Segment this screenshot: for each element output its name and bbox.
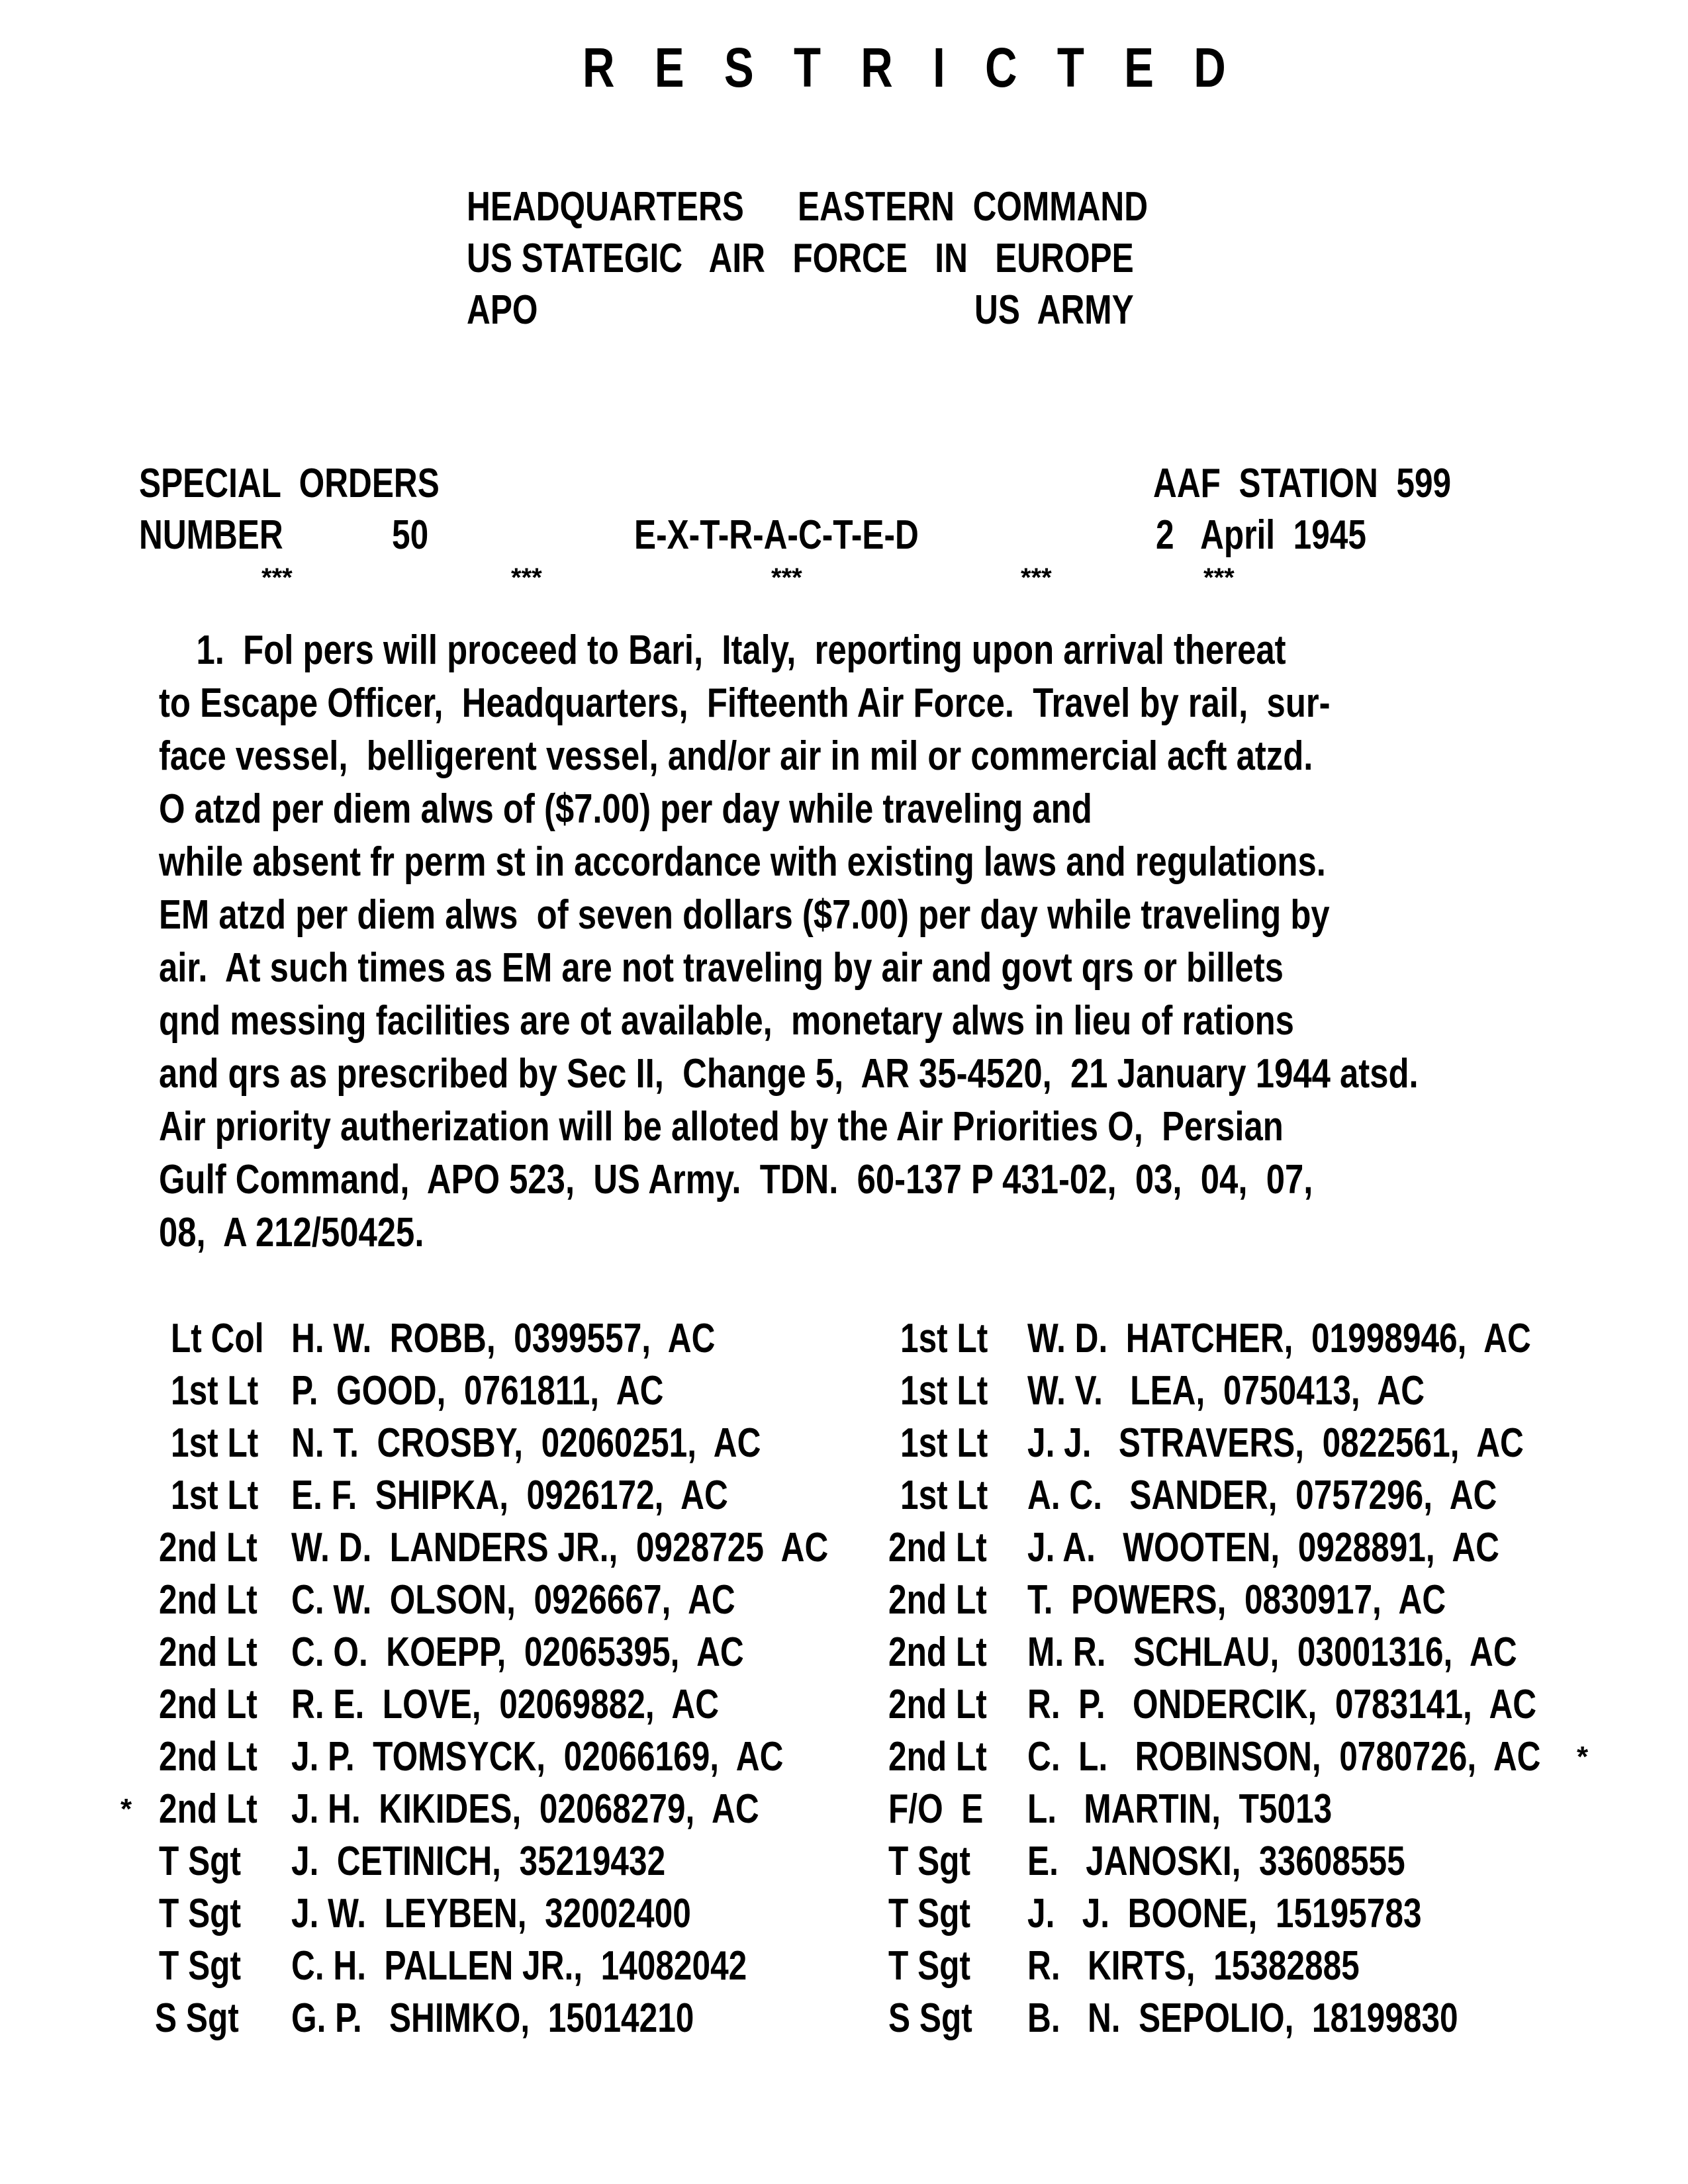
special-orders-label: SPECIAL ORDERS bbox=[139, 461, 440, 506]
roster-rank: 2nd Lt bbox=[159, 1682, 258, 1727]
station-label: AAF STATION 599 bbox=[1153, 461, 1452, 506]
roster-rank: 1st Lt bbox=[171, 1473, 259, 1518]
roster-rank: T Sgt bbox=[888, 1839, 970, 1884]
roster-name: J. W. LEYBEN, 32002400 bbox=[291, 1891, 691, 1936]
roster-name: E. F. SHIPKA, 0926172, AC bbox=[291, 1473, 728, 1518]
extracted-label: E-X-T-R-A-C-T-E-D bbox=[634, 512, 919, 558]
roster-rank: 2nd Lt bbox=[888, 1734, 987, 1780]
roster-name: C. H. PALLEN JR., 14082042 bbox=[291, 1943, 747, 1989]
roster-rank: 2nd Lt bbox=[159, 1525, 258, 1570]
paragraph-line: Air priority autherization will be alloted by the Air Priorities O, Persian bbox=[159, 1104, 1284, 1150]
paragraph-line: to Escape Officer, Headquarters, Fifteenth Air Force. Travel by rail, sur- bbox=[159, 680, 1331, 726]
roster-name: J. J. BOONE, 15195783 bbox=[1027, 1891, 1422, 1936]
roster-rank: Lt Col bbox=[171, 1316, 264, 1361]
header-command: EASTERN COMMAND bbox=[798, 184, 1149, 230]
roster-name: J. H. KIKIDES, 02068279, AC bbox=[291, 1786, 759, 1832]
roster-name: R. P. ONDERCIK, 0783141, AC bbox=[1027, 1682, 1537, 1727]
number-value: 50 bbox=[392, 512, 429, 558]
roster-name: R. E. LOVE, 02069882, AC bbox=[291, 1682, 720, 1727]
roster-rank: 1st Lt bbox=[171, 1368, 259, 1414]
roster-rank: 1st Lt bbox=[900, 1316, 988, 1361]
number-label: NUMBER bbox=[139, 512, 283, 558]
roster-name: C. O. KOEPP, 02065395, AC bbox=[291, 1629, 744, 1675]
roster-name: M. R. SCHLAU, 03001316, AC bbox=[1027, 1629, 1517, 1675]
header-army: US ARMY bbox=[974, 287, 1134, 333]
roster-name: T. POWERS, 0830917, AC bbox=[1027, 1577, 1446, 1623]
asterisk-mark: * bbox=[120, 1793, 132, 1825]
separator-stars: *** bbox=[261, 563, 293, 592]
roster-name: W. D. LANDERS JR., 0928725 AC bbox=[291, 1525, 829, 1570]
order-date: 2 April 1945 bbox=[1156, 512, 1366, 558]
roster-name: J. J. STRAVERS, 0822561, AC bbox=[1027, 1420, 1524, 1466]
paragraph-line: and qrs as prescribed by Sec II, Change 5, AR 35-4520, 21 January 1944 atsd. bbox=[159, 1051, 1419, 1097]
separator-stars: *** bbox=[771, 563, 802, 592]
roster-rank: T Sgt bbox=[159, 1839, 241, 1884]
roster-rank: T Sgt bbox=[888, 1943, 970, 1989]
header-headquarters: HEADQUARTERS bbox=[467, 184, 744, 230]
roster-rank: 1st Lt bbox=[900, 1368, 988, 1414]
roster-name: J. CETINICH, 35219432 bbox=[291, 1839, 666, 1884]
paragraph-line: air. At such times as EM are not traveling by air and govt qrs or billets bbox=[159, 945, 1284, 991]
roster-name: C. L. ROBINSON, 0780726, AC bbox=[1027, 1734, 1541, 1780]
roster-name: J. A. WOOTEN, 0928891, AC bbox=[1027, 1525, 1499, 1570]
paragraph-line: 08, A 212/50425. bbox=[159, 1210, 424, 1255]
roster-rank: S Sgt bbox=[155, 1995, 239, 2041]
roster-name: N. T. CROSBY, 02060251, AC bbox=[291, 1420, 761, 1466]
asterisk-mark: * bbox=[1577, 1741, 1589, 1773]
roster-rank: F/O E bbox=[888, 1786, 984, 1832]
roster-rank: 2nd Lt bbox=[888, 1682, 987, 1727]
roster-name: J. P. TOMSYCK, 02066169, AC bbox=[291, 1734, 784, 1780]
roster-name: W. D. HATCHER, 01998946, AC bbox=[1027, 1316, 1531, 1361]
header-air-force: US STATEGIC AIR FORCE IN EUROPE bbox=[467, 236, 1134, 281]
roster-rank: 2nd Lt bbox=[888, 1577, 987, 1623]
roster-rank: T Sgt bbox=[888, 1891, 970, 1936]
paragraph-line: Gulf Command, APO 523, US Army. TDN. 60-137 P 431-02, 03, 04, 07, bbox=[159, 1157, 1313, 1203]
header-apo: APO bbox=[467, 287, 538, 333]
separator-stars: *** bbox=[1021, 563, 1052, 592]
roster-name: P. GOOD, 0761811, AC bbox=[291, 1368, 664, 1414]
paragraph-line: qnd messing facilities are ot available, monetary alws in lieu of rations bbox=[159, 998, 1294, 1044]
roster-name: H. W. ROBB, 0399557, AC bbox=[291, 1316, 716, 1361]
roster-rank: 1st Lt bbox=[171, 1420, 259, 1466]
roster-name: R. KIRTS, 15382885 bbox=[1027, 1943, 1360, 1989]
roster-name: A. C. SANDER, 0757296, AC bbox=[1027, 1473, 1497, 1518]
roster-rank: S Sgt bbox=[888, 1995, 972, 2041]
paragraph-line: O atzd per diem alws of ($7.00) per day while traveling and bbox=[159, 786, 1092, 832]
roster-name: B. N. SEPOLIO, 18199830 bbox=[1027, 1995, 1458, 2041]
paragraph-line: 1. Fol pers will proceed to Bari, Italy, reporting upon arrival thereat bbox=[159, 627, 1286, 673]
roster-name: E. JANOSKI, 33608555 bbox=[1027, 1839, 1405, 1884]
roster-name: G. P. SHIMKO, 15014210 bbox=[291, 1995, 694, 2041]
paragraph-line: EM atzd per diem alws of seven dollars ($7.00) per day while traveling by bbox=[159, 892, 1330, 938]
roster-rank: 2nd Lt bbox=[888, 1629, 987, 1675]
roster-rank: 2nd Lt bbox=[159, 1786, 258, 1832]
separator-stars: *** bbox=[511, 563, 542, 592]
paragraph-line: face vessel, belligerent vessel, and/or air in mil or commercial acft atzd. bbox=[159, 733, 1313, 779]
roster-rank: 2nd Lt bbox=[159, 1577, 258, 1623]
roster-rank: 1st Lt bbox=[900, 1473, 988, 1518]
roster-rank: T Sgt bbox=[159, 1943, 241, 1989]
roster-rank: 2nd Lt bbox=[159, 1734, 258, 1780]
roster-name: L. MARTIN, T5013 bbox=[1027, 1786, 1333, 1832]
roster-rank: 2nd Lt bbox=[888, 1525, 987, 1570]
roster-rank: 1st Lt bbox=[900, 1420, 988, 1466]
separator-stars: *** bbox=[1203, 563, 1235, 592]
roster-rank: 2nd Lt bbox=[159, 1629, 258, 1675]
roster-name: W. V. LEA, 0750413, AC bbox=[1027, 1368, 1425, 1414]
classification-title: R E S T R I C T E D bbox=[583, 36, 1240, 99]
paragraph-line: while absent fr perm st in accordance with existing laws and regulations. bbox=[159, 839, 1326, 885]
roster-rank: T Sgt bbox=[159, 1891, 241, 1936]
roster-name: C. W. OLSON, 0926667, AC bbox=[291, 1577, 735, 1623]
